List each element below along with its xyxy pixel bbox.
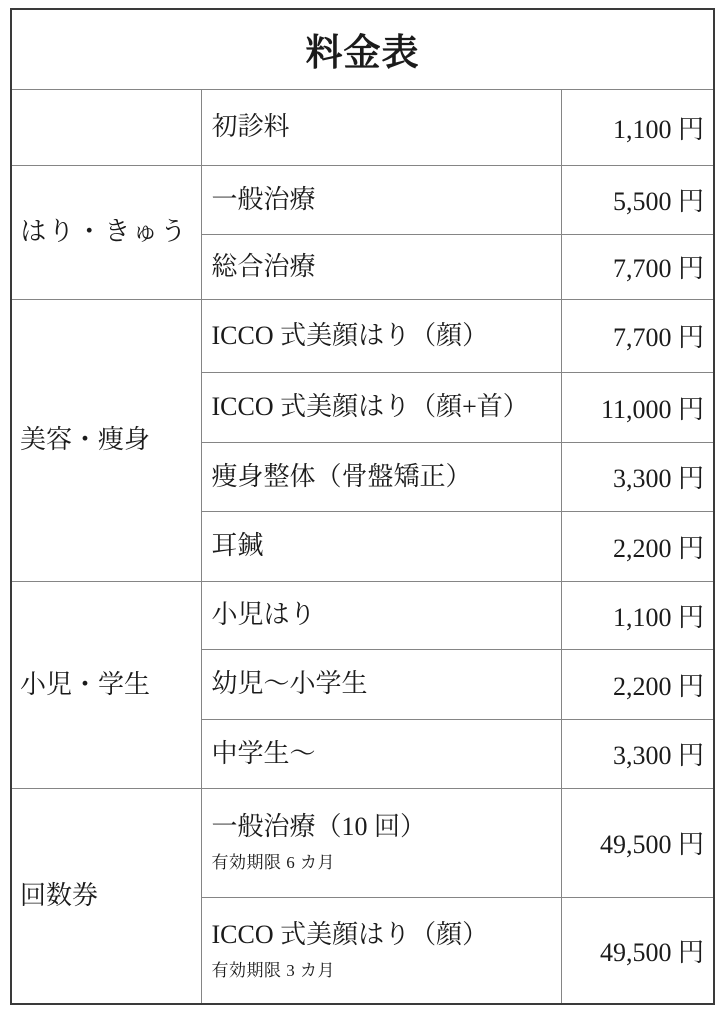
price-cell: 5,500 円 bbox=[561, 165, 714, 234]
table-row bbox=[11, 89, 714, 165]
item-cell: 耳鍼 bbox=[201, 511, 561, 581]
price-cell: 49,500 円 bbox=[561, 788, 714, 897]
item-cell: 総合治療 bbox=[201, 234, 561, 299]
item-cell bbox=[201, 897, 561, 1004]
table-row bbox=[11, 788, 714, 897]
page-title: 料金表 bbox=[11, 9, 714, 89]
table-row bbox=[11, 581, 714, 649]
item-cell: ICCO 式美顔はり（顔） bbox=[201, 299, 561, 372]
item-validity-note: 有効期限 6 カ月 bbox=[211, 853, 335, 873]
item-label: 一般治療（10 回） bbox=[211, 812, 427, 842]
item-cell: 小児はり bbox=[201, 581, 561, 649]
price-cell: 2,200 円 bbox=[561, 511, 714, 581]
table-row bbox=[11, 165, 714, 234]
category-cell-biyou-soushin: 美容・痩身 bbox=[11, 299, 201, 581]
price-cell: 1,100 円 bbox=[561, 581, 714, 649]
price-cell: 49,500 円 bbox=[561, 897, 714, 1004]
item-label: ICCO 式美顔はり（顔） bbox=[211, 920, 489, 950]
price-cell: 3,300 円 bbox=[561, 719, 714, 788]
price-cell: 11,000 円 bbox=[561, 372, 714, 442]
item-cell: 幼児〜小学生 bbox=[201, 649, 561, 719]
price-cell: 7,700 円 bbox=[561, 299, 714, 372]
category-cell-kaisuken: 回数券 bbox=[11, 788, 201, 1004]
item-cell: 初診料 bbox=[201, 89, 561, 165]
title-row bbox=[11, 9, 714, 89]
category-cell-hari-kyu: はり・きゅう bbox=[11, 165, 201, 299]
item-cell: ICCO 式美顔はり（顔+首） bbox=[201, 372, 561, 442]
price-cell: 2,200 円 bbox=[561, 649, 714, 719]
table-row bbox=[11, 299, 714, 372]
category-cell-empty bbox=[11, 89, 201, 165]
price-table bbox=[10, 8, 715, 1005]
item-cell: 痩身整体（骨盤矯正） bbox=[201, 442, 561, 511]
item-validity-note: 有効期限 3 カ月 bbox=[211, 960, 335, 980]
price-cell: 3,300 円 bbox=[561, 442, 714, 511]
category-cell-shouni-gakusei: 小児・学生 bbox=[11, 581, 201, 788]
price-cell: 1,100 円 bbox=[561, 89, 714, 165]
item-cell bbox=[201, 788, 561, 897]
item-cell: 中学生〜 bbox=[201, 719, 561, 788]
item-cell: 一般治療 bbox=[201, 165, 561, 234]
price-cell: 7,700 円 bbox=[561, 234, 714, 299]
